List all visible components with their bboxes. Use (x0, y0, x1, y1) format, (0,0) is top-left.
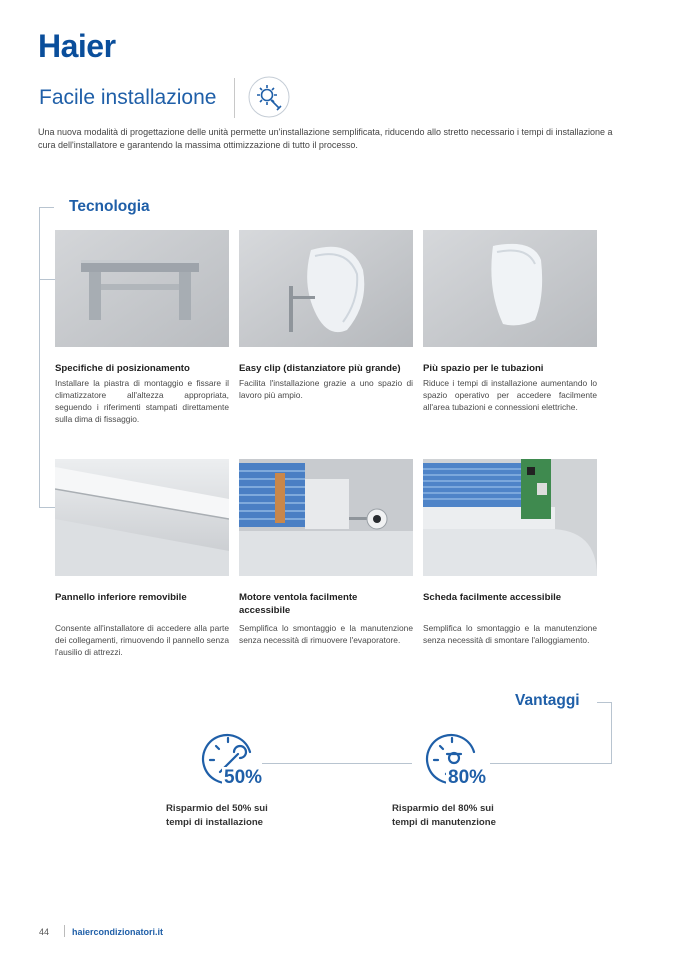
photo-bottom-panel (55, 459, 229, 576)
advantage-1-line2: tempi di installazione (166, 817, 264, 828)
photo-mounting-plate (55, 230, 229, 347)
advantage-2-line2: tempi di manutenzione (392, 817, 496, 828)
tech-item-2-text: Facilita l'installazione grazie a uno spazio di lavoro più ampio. (239, 378, 413, 400)
page-title: Facile installazione (39, 86, 217, 109)
page-number: 44 (39, 927, 50, 937)
vantaggi-bracket-top (597, 702, 612, 703)
tecnologia-bracket-vertical (39, 207, 40, 507)
tech-item-2-title: Easy clip (distanziatore più grande) (239, 363, 401, 374)
tecnologia-title: Tecnologia (69, 198, 150, 215)
haier-logo: Haier (38, 28, 116, 64)
tech-item-4-title: Pannello inferiore removibile (55, 592, 187, 603)
advantage-2-line1: Risparmio del 80% sui (392, 803, 494, 814)
photo-control-board (423, 459, 597, 576)
footer-website-link[interactable]: haiercondizionatori.it (72, 927, 164, 937)
tech-item-5-title: Motore ventola facilmente accessibile (239, 592, 358, 616)
tecnologia-connector-1 (39, 279, 55, 280)
tecnologia-bracket-top (39, 207, 54, 208)
vantaggi-connector (490, 763, 612, 764)
photo-pipe-space (423, 230, 597, 347)
tecnologia-connector-2 (39, 507, 55, 508)
advantage-2-percent: 80% (448, 767, 487, 788)
photo-fan-motor (239, 459, 413, 576)
tech-item-6-title: Scheda facilmente accessibile (423, 592, 562, 603)
vantaggi-link-line (262, 763, 412, 764)
tech-item-3-title: Più spazio per le tubazioni (423, 363, 544, 374)
tech-item-6-text: Semplifica lo smontaggio e la manutenzione senza necessità di smontare l'alloggiamento. (423, 623, 597, 645)
tech-item-1-text: Installare la piastra di montaggio e fissare il climatizzatore all'altezza appropriata, seguendo i riferimenti stampati direttamente sulla dima di fissaggio. (55, 378, 229, 424)
tech-item-3-text: Riduce i tempi di installazione aumentando lo spazio operativo per accedere facilmente all'area tubazioni e connessioni elettriche. (423, 378, 597, 412)
tech-item-5-text: Semplifica lo smontaggio e la manutenzione senza necessità di rimuovere l'evaporatore. (239, 623, 413, 645)
photo-easy-clip (239, 230, 413, 347)
title-divider (234, 78, 235, 118)
intro-paragraph: Una nuova modalità di progettazione delle unità permette un'installazione semplificata, riducendo allo stretto necessario i tempi di installazione a cura dell'installatore e garantendo la massima ottimizzazione di tutto il processo. (38, 127, 613, 150)
vantaggi-bracket-vertical (611, 702, 612, 764)
advantage-1-line1: Risparmio del 50% sui (166, 803, 268, 814)
tech-item-1-title: Specifiche di posizionamento (55, 363, 190, 374)
footer-separator (64, 925, 65, 937)
gear-wrench-icon (248, 76, 290, 118)
advantage-1-percent: 50% (224, 767, 263, 788)
tech-item-4-text: Consente all'installatore di accedere alla parte dei collegamenti, rimuovendo il pannello senza l'ausilio di attrezzi. (55, 623, 229, 657)
vantaggi-title: Vantaggi (515, 692, 580, 709)
